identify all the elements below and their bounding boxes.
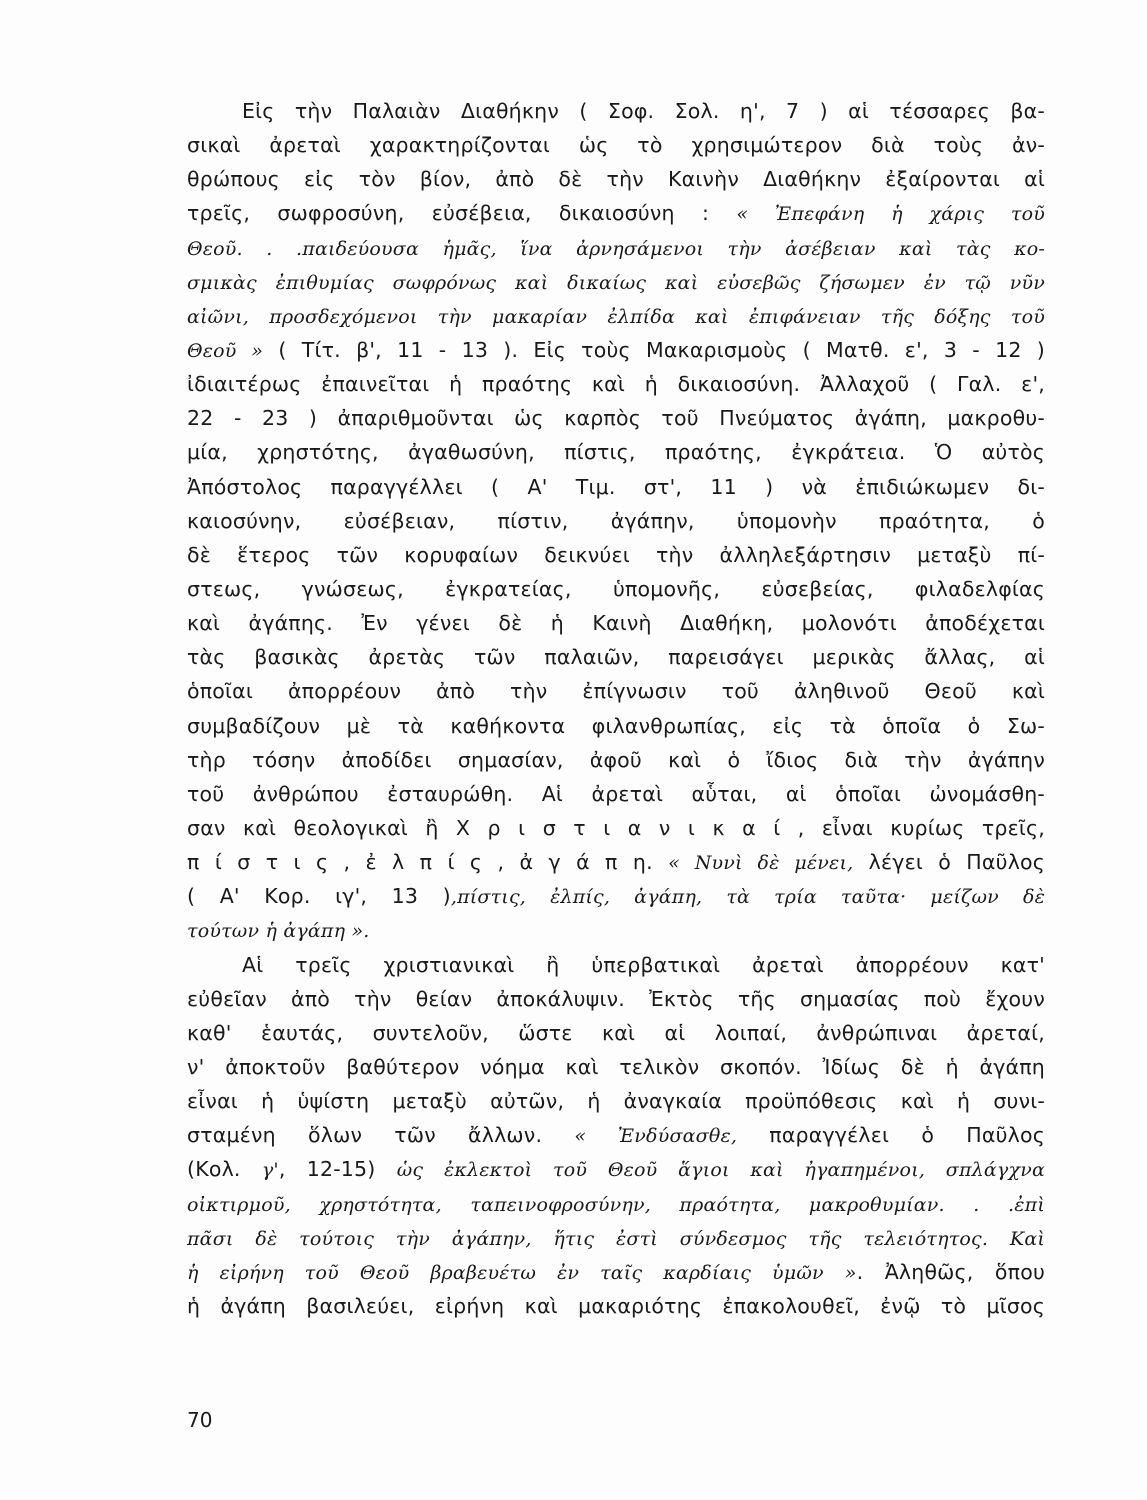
italic-quote-segment: « Ἐνδύσασθε, <box>574 1125 738 1148</box>
italic-quote-segment: οἰκτιρμοῦ, χρηστότητα, ταπεινοφροσύνην, πραότητα, μακροθυμίαν. . .ἐπὶ <box>187 1193 1045 1216</box>
text-line <box>187 674 1045 708</box>
text-line <box>187 777 1045 811</box>
italic-quote-segment: ,πίστις, ἐλπίς, ἀγάπη, τὰ τρία ταῦτα· μείζων δὲ <box>450 886 1046 909</box>
text-segment: εἶναι ἡ ὑψίστη μεταξὺ αὐτῶν, ἡ ἀναγκαία προϋπόθεσις καὶ ἡ συνι- <box>187 1089 1045 1114</box>
text-segment: στεως, γνώσεως, ἐγκρατείας, ὑπομονῆς, εὐσεβείας, φιλαδελφίας <box>187 576 1045 601</box>
page-number: 70 <box>187 1408 213 1432</box>
text-line <box>187 231 1045 265</box>
text-line <box>187 743 1045 777</box>
text-segment: λέγει ὁ Παῦλος <box>853 850 1045 875</box>
text-segment: ( Α' Κορ. ιγ', 13 ) <box>187 884 451 909</box>
text-segment: Ἀπόστολος παραγγέλλει ( Α' Τιμ. στ', 11 ) νὰ ἐπιδιώκωμεν δι- <box>187 474 1045 499</box>
text-segment: σταμένη ὅλων τῶν ἄλλων. <box>187 1123 575 1148</box>
text-segment: τὴρ τόσην ἀποδίδει σημασίαν, ἀφοῦ καὶ ὁ ἴδιος διὰ τὴν ἀγάπην <box>187 747 1045 772</box>
text-line <box>187 811 1045 845</box>
italic-quote-segment: Θεοῦ. . .παιδεύουσα ἡμᾶς, ἵνα ἀρνησάμενοι τὴν ἀσέβειαν καὶ τὰς κο- <box>187 237 1045 260</box>
text-line <box>187 982 1045 1016</box>
text-line <box>187 948 1045 982</box>
text-segment: ὁποῖαι ἀπορρέουν ἀπὸ τὴν ἐπίγνωσιν τοῦ ἀληθινοῦ Θεοῦ καὶ <box>187 679 1045 704</box>
text-line <box>187 128 1045 162</box>
text-segment: (Κολ. <box>187 1157 262 1182</box>
text-segment: δὲ ἕτερος τῶν κορυφαίων δεικνύει τὴν ἀλληλεξάρτησιν μεταξὺ πί- <box>187 542 1045 567</box>
text-line <box>187 401 1045 435</box>
italic-quote-segment: πᾶσι δὲ τούτοις τὴν ἀγάπην, ἥτις ἐστὶ σύνδεσμος τῆς τελειότητος. Καὶ <box>187 1227 1045 1250</box>
text-segment: θρώπους εἰς τὸν βίον, ἀπὸ δὲ τὴν Καινὴν Διαθήκην ἐξαίρονται αἱ <box>187 167 1045 192</box>
text-line <box>187 1118 1045 1152</box>
italic-quote-segment: « Νυνὶ δὲ μένει, <box>668 852 854 875</box>
text-line <box>187 162 1045 196</box>
text-line <box>187 94 1045 128</box>
italic-quote-segment: σμικὰς ἐπιθυμίας σωφρόνως καὶ δικαίως καὶ εὐσεβῶς ζήσωμεν ἐν τῷ νῦν <box>187 271 1045 294</box>
text-segment: 22 - 23 ) ἀπαριθμοῦνται ὡς καρπὸς τοῦ Πνεύματος ἀγάπη, μακροθυ- <box>187 406 1045 431</box>
text-segment: σικαὶ ἀρεταὶ χαρακτηρίζονται ὡς τὸ χρησιμώτερον διὰ τοὺς ἀν- <box>187 133 1045 158</box>
italic-quote-segment: ἡ εἰρήνη τοῦ Θεοῦ βραβευέτω ἐν ταῖς καρδίαις ὑμῶν » <box>187 1261 857 1284</box>
text-line <box>187 1187 1045 1221</box>
text-segment: , 12-15) <box>278 1157 397 1182</box>
text-segment: καθ' ἑαυτάς, συντελοῦν, ὥστε καὶ αἱ λοιπαί, ἀνθρώπιναι ἀρεταί, <box>187 1020 1045 1045</box>
text-line <box>187 1255 1045 1289</box>
text-segment: ν' ἀποκτοῦν βαθύτερον νόημα καὶ τελικὸν σκοπόν. Ἰδίως δὲ ἡ ἀγάπη <box>187 1054 1045 1079</box>
text-segment: π ί σ τ ι ς , ἐ λ π ί ς , ἀ γ ά π η. <box>187 850 669 875</box>
text-line <box>187 367 1045 401</box>
text-line <box>187 879 1045 913</box>
body-text <box>187 94 1045 1323</box>
italic-quote-segment: γ' <box>261 1159 279 1182</box>
text-segment: τοῦ ἀνθρώπου ἐσταυρώθη. Αἱ ἀρεταὶ αὗται, αἱ ὁποῖαι ὠνομάσθη- <box>187 781 1045 806</box>
text-line <box>187 538 1045 572</box>
text-line <box>187 265 1045 299</box>
text-line <box>187 196 1045 230</box>
text-line <box>187 299 1045 333</box>
text-line <box>187 333 1045 367</box>
text-line <box>187 572 1045 606</box>
text-line <box>187 1084 1045 1118</box>
text-segment: καιοσύνην, εὐσέβειαν, πίστιν, ἀγάπην, ὑπομονὴν πραότητα, ὁ <box>187 508 1045 533</box>
italic-quote-segment: Θεοῦ » <box>187 339 264 362</box>
text-line <box>187 640 1045 674</box>
text-segment: παραγγέλει ὁ Παῦλος <box>737 1123 1045 1148</box>
text-segment: τὰς βασικὰς ἀρετὰς τῶν παλαιῶν, παρεισάγει μερικὰς ἄλλας, αἱ <box>187 645 1045 670</box>
text-segment: καὶ ἀγάπης. Ἐν γένει δὲ ἡ Καινὴ Διαθήκη, μολονότι ἀποδέχεται <box>187 611 1045 636</box>
text-line <box>187 504 1045 538</box>
text-line <box>187 1221 1045 1255</box>
text-line <box>187 1050 1045 1084</box>
text-line <box>187 1152 1045 1186</box>
text-segment: ἡ ἀγάπη βασιλεύει, εἰρήνη καὶ μακαριότης ἐπακολουθεῖ, ἐνῷ τὸ μῖσος <box>187 1293 1045 1318</box>
italic-quote-segment: « Ἐπεφάνη ἡ χάρις τοῦ <box>736 203 1045 226</box>
text-segment: συμβαδίζουν μὲ τὰ καθήκοντα φιλανθρωπίας, εἰς τὰ ὁποῖα ὁ Σω- <box>187 713 1045 738</box>
italic-quote-segment: αἰῶνι, προσδεχόμενοι τὴν μακαρίαν ἐλπίδα καὶ ἐπιφάνειαν τῆς δόξης τοῦ <box>187 305 1045 328</box>
text-line <box>187 1289 1045 1323</box>
text-segment: ( Τίτ. β', 11 - 13 ). Εἰς τοὺς Μακαρισμοὺς ( Ματθ. ε', 3 - 12 ) <box>263 337 1045 362</box>
text-segment: ἰδιαιτέρως ἐπαινεῖται ἡ πραότης καὶ ἡ δικαιοσύνη. Ἀλλαχοῦ ( Γαλ. ε', <box>187 372 1045 397</box>
text-segment: μία, χρηστότης, ἀγαθωσύνη, πίστις, πραότης, ἐγκράτεια. Ὁ αὐτὸς <box>187 440 1045 465</box>
text-segment: Εἰς τὴν Παλαιὰν Διαθήκην ( Σοφ. Σολ. η', 7 ) αἱ τέσσαρες βα- <box>242 99 1045 123</box>
text-line <box>187 470 1045 504</box>
text-segment: σαν καὶ θεολογικαὶ ἢ Χ ρ ι σ τ ι α ν ι κ α ί , εἶναι κυρίως τρεῖς, <box>187 815 1045 840</box>
text-line <box>187 709 1045 743</box>
text-segment: εὐθεῖαν ἀπὸ τὴν θείαν ἀποκάλυψιν. Ἐκτὸς τῆς σημασίας ποὺ ἔχουν <box>187 986 1045 1011</box>
text-line <box>187 1016 1045 1050</box>
text-line <box>187 845 1045 879</box>
text-segment: . Ἀληθῶς, ὅπου <box>856 1259 1046 1284</box>
text-line <box>187 913 1045 947</box>
text-segment: τρεῖς, σωφροσύνη, εὐσέβεια, δικαιοσύνη : <box>187 201 737 226</box>
text-line <box>187 606 1045 640</box>
italic-quote-segment: τούτων ἡ ἀγάπη ». <box>187 920 370 943</box>
text-segment: Αἱ τρεῖς χριστιανικαὶ ἢ ὑπερβατικαὶ ἀρεταὶ ἀπορρέουν κατ' <box>242 952 1045 977</box>
italic-quote-segment: ὡς ἐκλεκτοὶ τοῦ Θεοῦ ἅγιοι καὶ ἠγαπημένοι, σπλάγχνα <box>396 1159 1045 1182</box>
text-line <box>187 435 1045 469</box>
